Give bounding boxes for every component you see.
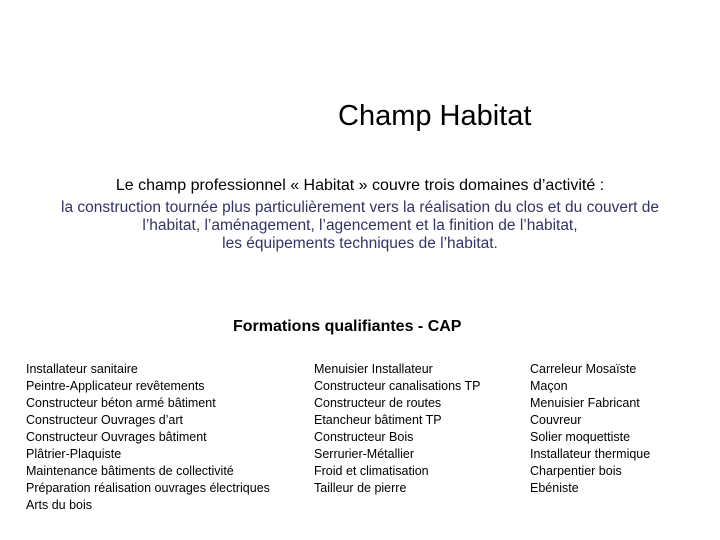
formation-item: Etancheur bâtiment TP [314,413,442,427]
formation-item: Constructeur Ouvrages d’art [26,413,184,427]
formation-item: Plâtrier-Plaquiste [26,447,122,461]
formations-column-2 [314,361,481,497]
formation-item: Menuisier Installateur [314,362,433,376]
formations-title: Formations qualifiantes - CAP [233,318,462,335]
formation-item: Constructeur canalisations TP [314,379,481,393]
formation-item: Peintre-Applicateur revêtements [26,379,205,393]
page-title: Champ Habitat [338,100,532,132]
formation-item: Constructeur Ouvrages bâtiment [26,430,207,444]
formations-column-1 [26,361,270,514]
formation-item: Installateur thermique [530,447,651,461]
description-line: l’habitat, l’aménagement, l’agencement et la finition de l’habitat, [142,217,578,234]
formations-column-3 [530,361,650,497]
formation-item: Maintenance bâtiments de collectivité [26,464,234,478]
formation-item: Carreleur Mosaïste [530,362,637,376]
description-line: les équipements techniques de l’habitat. [222,235,498,252]
description [0,199,720,253]
formation-item: Charpentier bois [530,464,622,478]
formation-item: Constructeur béton armé bâtiment [26,396,216,410]
formation-item: Préparation réalisation ouvrages électriques [26,481,270,495]
formation-item: Tailleur de pierre [314,481,407,495]
description-line: la construction tournée plus particulièrement vers la réalisation du clos et du couvert de [61,199,659,216]
formation-item: Arts du bois [26,498,93,512]
formation-item: Ebéniste [530,481,579,495]
intro-text: Le champ professionnel « Habitat » couvre trois domaines d’activité : [115,177,605,194]
formation-item: Constructeur de routes [314,396,442,410]
formation-item: Menuisier Fabricant [530,396,640,410]
formation-item: Solier moquettiste [530,430,631,444]
formation-item: Couvreur [530,413,582,427]
formation-item: Serrurier-Métallier [314,447,415,461]
formation-item: Installateur sanitaire [26,362,138,376]
formation-item: Froid et climatisation [314,464,429,478]
formation-item: Constructeur Bois [314,430,414,444]
formation-item: Maçon [530,379,568,393]
